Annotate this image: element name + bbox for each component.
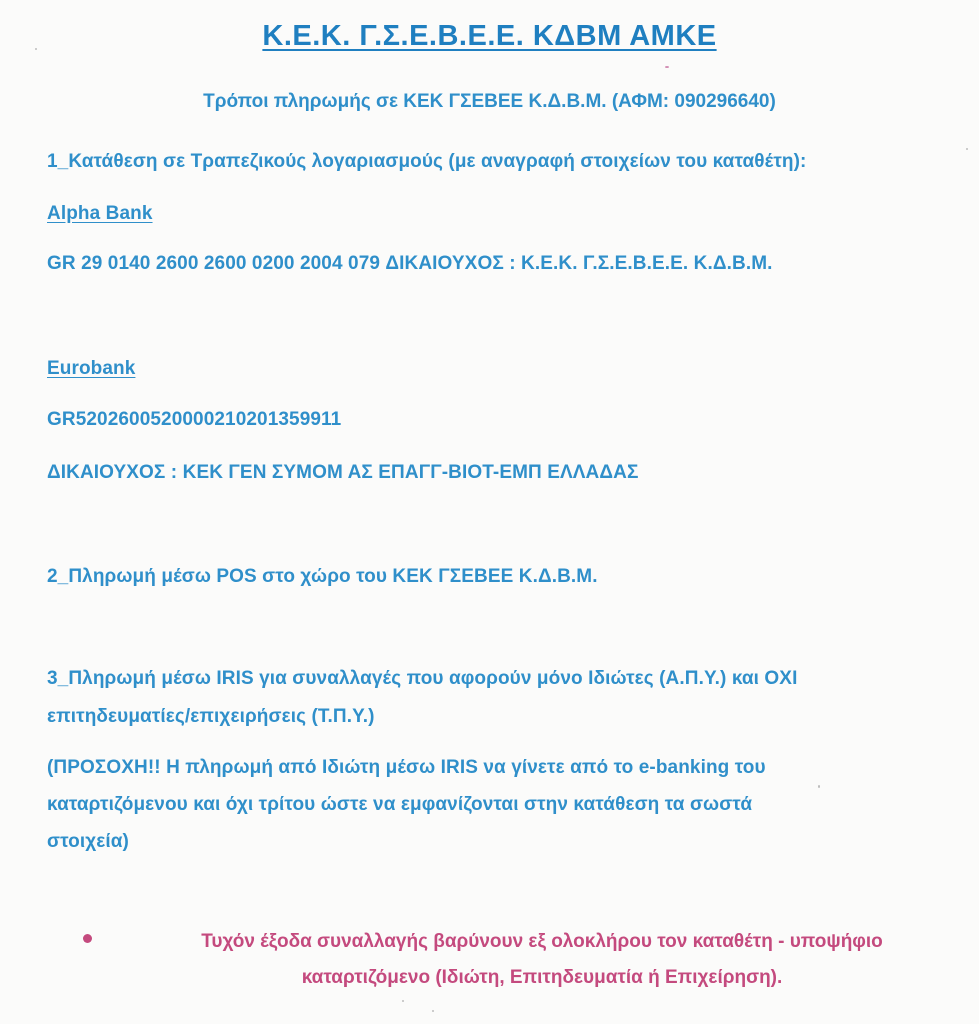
scan-speck bbox=[432, 1010, 434, 1012]
scan-speck bbox=[818, 785, 820, 788]
document-title: Κ.Ε.Κ. Γ.Σ.Ε.Β.Ε.Ε. ΚΔΒΜ ΑΜΚΕ bbox=[262, 20, 717, 52]
scan-speck bbox=[665, 66, 669, 68]
alpha-bank-name: Alpha Bank bbox=[47, 203, 153, 224]
method-3-line-2: επιτηδευματίες/επιχειρήσεις (Τ.Π.Υ.) bbox=[47, 706, 375, 727]
scan-speck bbox=[402, 1000, 404, 1002]
fees-note-line-1: Τυχόν έξοδα συναλλαγής βαρύνουν εξ ολοκλήρου τον καταθέτη - υποψήφιο bbox=[201, 931, 883, 952]
scan-speck bbox=[35, 48, 37, 50]
method-3-line-1: 3_Πληρωμή μέσω IRIS για συναλλαγές που αφορούν μόνο Ιδιώτες (Α.Π.Υ.) και ΟΧΙ bbox=[47, 668, 798, 689]
method-2-heading: 2_Πληρωμή μέσω POS στο χώρο του ΚΕΚ ΓΣΕΒΕΕ Κ.Δ.Β.Μ. bbox=[47, 566, 598, 587]
document-subtitle: Τρόποι πληρωμής σε ΚΕΚ ΓΣΕΒΕΕ Κ.Δ.Β.Μ. (ΑΦΜ: 090296640) bbox=[203, 91, 776, 112]
fees-note-line-2: καταρτιζόμενο (Ιδιώτη, Επιτηδευματία ή Επιχείρηση). bbox=[301, 967, 783, 988]
eurobank-name: Eurobank bbox=[47, 358, 136, 379]
iris-warning-line-2: καταρτιζόμενου και όχι τρίτου ώστε να εμφανίζονται στην κατάθεση τα σωστά bbox=[47, 794, 753, 815]
method-1-heading: 1_Κατάθεση σε Τραπεζικούς λογαριασμούς (με αναγραφή στοιχείων του καταθέτη): bbox=[47, 151, 807, 172]
eurobank-beneficiary: ΔΙΚΑΙΟΥΧΟΣ : ΚΕΚ ΓΕΝ ΣΥΜΟΜ ΑΣ ΕΠΑΓΓ-ΒΙΟΤ-ΕΜΠ ΕΛΛΑΔΑΣ bbox=[47, 462, 639, 483]
alpha-bank-details: GR 29 0140 2600 2600 0200 2004 079 ΔΙΚΑΙΟΥΧΟΣ : Κ.Ε.Κ. Γ.Σ.Ε.Β.Ε.Ε. Κ.Δ.Β.Μ. bbox=[47, 253, 773, 274]
iris-warning-line-1: (ΠΡΟΣΟΧΗ!! Η πληρωμή από Ιδιώτη μέσω IRIS να γίνετε από το e-banking του bbox=[47, 757, 766, 778]
eurobank-iban: GR5202600520000210201359911 bbox=[47, 409, 342, 430]
scan-speck bbox=[966, 148, 968, 150]
bullet-icon bbox=[83, 934, 92, 943]
fees-note bbox=[137, 924, 947, 996]
iris-warning-line-3: στοιχεία) bbox=[47, 831, 129, 852]
